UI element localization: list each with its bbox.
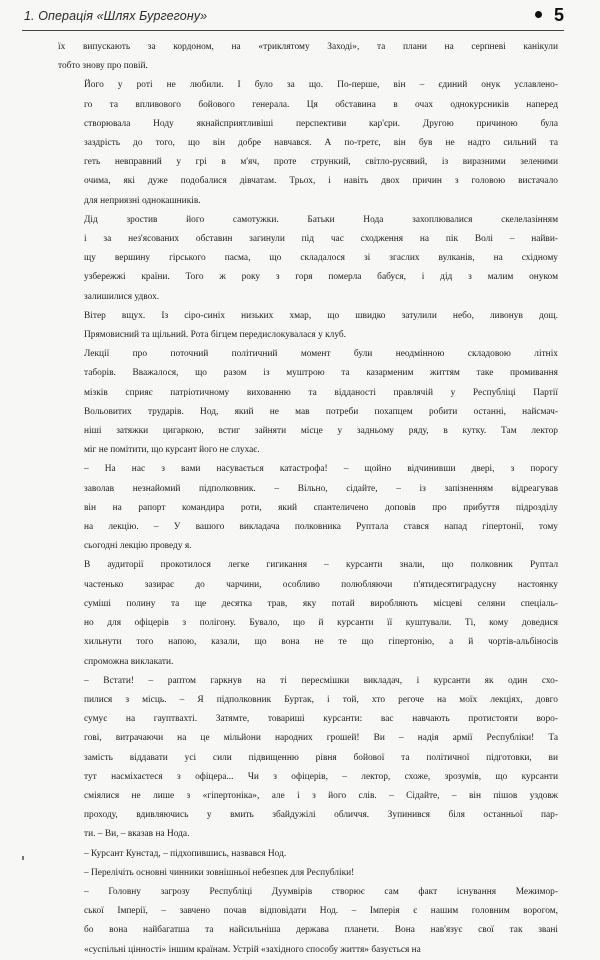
text-line: Вольовитих трударів. Нод, який не мав потреби похапцем робити останні, найсмач- <box>84 406 558 417</box>
text-line: замість віддавати усі сили підвищенню рівня бойової та політичної підготовки, ви <box>84 752 558 763</box>
paragraph <box>58 883 558 960</box>
running-head: 1. Операція «Шлях Бургегону» <box>24 9 208 23</box>
text-line: таборів. Вважалося, що разом із муштрою та казарменим життям таке промивання <box>84 368 558 379</box>
text-line: створювала Ноду якнайсприятливіші перспективи кар'єри. Другою причиною була <box>84 118 558 129</box>
paragraph <box>58 556 558 671</box>
text-line: і за нез'ясованих обставин загинули під час сходження на пік Волі – найви- <box>84 234 558 245</box>
text-line: Прямовисний та щільний. Рота бігцем передислокувалася у клуб. <box>84 330 347 341</box>
text-line: він на рапорт командира роти, який спантеличено доповів про прибуття підрозділу <box>84 502 558 513</box>
header-rule <box>22 30 564 31</box>
text-line: мізків сприяє патріотичному вихованню та відданості правлячій у Республіці Партії <box>84 387 558 398</box>
text-line: ської Імперії, – завчено почав відповідати Нод. – Імперія є нашим головним ворогом, <box>84 906 558 917</box>
paragraph <box>58 211 558 307</box>
paragraph <box>58 38 558 76</box>
text-line: – Встати! – раптом гаркнув на ті пересмішки викладач, і курсанти як один схо- <box>84 675 558 686</box>
text-line: «суспільні цінності» іншим країнам. Устрій «західного способу життя» базується на <box>84 944 421 955</box>
text-line: пилися з місць. – Я підполковник Буртак, і той, хто регоче на моїх лекціях, довго <box>84 694 558 705</box>
text-line: Лекції про поточний політичний момент були неодмінною складовою літніх <box>84 349 558 360</box>
text-line: – Перелічіть основні чинники зовнішньої небезпек для Республіки! <box>84 867 355 878</box>
text-line: – На нас з вами насувається катастрофа! – щойно відчинивши двері, з порогу <box>84 464 558 475</box>
paragraph <box>58 307 558 345</box>
text-line: сміялися не лише з «гіпертоніка», але і з його слів. – Сідайте, – він пішов уздовж <box>84 790 558 801</box>
text-line: залишилися удвох. <box>84 291 160 302</box>
text-line: геть невправний у грі в м'яч, проте стрункий, світло-русявий, із виразними зеленими <box>84 157 558 168</box>
text-line: спроможна виклакати. <box>84 656 174 667</box>
text-line: Його у роті не любили. І було за що. По-перше, він – єдиний онук уславлено- <box>84 80 558 91</box>
text-line: го та впливового бойового генерала. Ця обставина в очах однокурсників наперед <box>84 99 558 110</box>
text-line: – Головну загрозу Республіці Дуумвірів створює сам факт існування Межимор- <box>84 886 558 897</box>
text-line: для неприязні однокашників. <box>84 195 201 206</box>
text-line: на лекцію. – У вашого викладача полковника Руптала стався напад гіпертонії, тому <box>84 522 558 533</box>
text-line: сумує на гауптвахті. Затямте, товариші курсанти: вас навчають протистояти воро- <box>84 714 558 725</box>
paragraph <box>58 345 558 460</box>
text-line: частенько зазирає до чарчини, особливо полюбляючи п'ятидесятиградусну настоянку <box>84 579 558 590</box>
text-line: проходу, вдивляючись у вмить збайдужілі обличчя. Зупинився біля останньої пар- <box>84 810 558 821</box>
text-line: Дід зростив його самотужки. Батьки Нода захоплювалися скелелазінням <box>84 214 558 225</box>
body-text <box>58 38 558 960</box>
text-line: ти. – Ви, – вказав на Нода. <box>84 829 190 840</box>
paragraph <box>58 672 558 845</box>
paragraph <box>58 76 558 210</box>
page-number: 5 <box>553 5 564 25</box>
text-line: заздрість до того, що він добре навчався. А по-третє, він був не надто сильний та <box>84 138 558 149</box>
text-line: В аудиторії прокотилося легке гигикання – курсанти знали, що полковник Руптал <box>84 560 558 571</box>
text-line: щу вершину гірського пасма, що складалося зі згаслих вулканів, на східному <box>84 253 558 264</box>
text-line: тут насміхаєтеся з офіцера... Чи з офіцерів, – лектор, схоже, зрозумів, що курсанти <box>84 771 558 782</box>
margin-mark <box>22 856 24 860</box>
text-line: сьогодні лекцію проведу я. <box>84 541 192 552</box>
text-line: но для офіцерів з полігону. Бувало, що й курсанти її куштували. Ті, кому доведися <box>84 618 558 629</box>
text-line: – Курсант Кунстад, – підхопившись, назвався Нод. <box>84 848 287 859</box>
text-line: ніші затяжки цигаркою, встиг зайняти місце у задньому ряду, в кутку. Там лектор <box>84 426 558 437</box>
text-line: узбережжі країни. Того ж року з горя померла бабуся, і дід з малим онуком <box>84 272 558 283</box>
paragraph <box>58 864 558 883</box>
bullet-icon <box>535 11 542 18</box>
text-line: бо вона найбагатша та найсильніша держава планети. Вона нав'язує свої так звані <box>84 925 558 936</box>
paragraph <box>58 845 558 864</box>
text-line: тобто знову про повій. <box>58 61 148 72</box>
page-number-block <box>535 5 564 26</box>
text-line: заволав незнайомий підполковник. – Вільно, сідайте, – із запізненням відреагував <box>84 483 558 494</box>
text-line: міг не помітити, що курсант його не слухає. <box>84 445 260 456</box>
text-line: їх випускають за кордоном, на «триклятому Заході», та плани на серпневі канікули <box>58 42 558 52</box>
paragraph <box>58 460 558 556</box>
text-line: очима, які дуже подобалися дівчатам. Трьох, і навіть двох причин з головою вистачало <box>84 176 558 187</box>
text-line: Вітер вщух. Із сіро-синіх низьких хмар, що швидко затулили небо, ливонув дощ. <box>84 310 558 321</box>
text-line: суміші полину та ще десятка трав, яку потай виробляють місцеві селяни спеціаль- <box>84 598 558 609</box>
text-line: гові, витрачаючи на це мільйони народних грошей! Ви – надія армії Республіки! Та <box>84 733 558 744</box>
text-line: хильнути того напою, казали, що вона не те що гіпертонію, а й чортів-альбіносів <box>84 637 558 648</box>
